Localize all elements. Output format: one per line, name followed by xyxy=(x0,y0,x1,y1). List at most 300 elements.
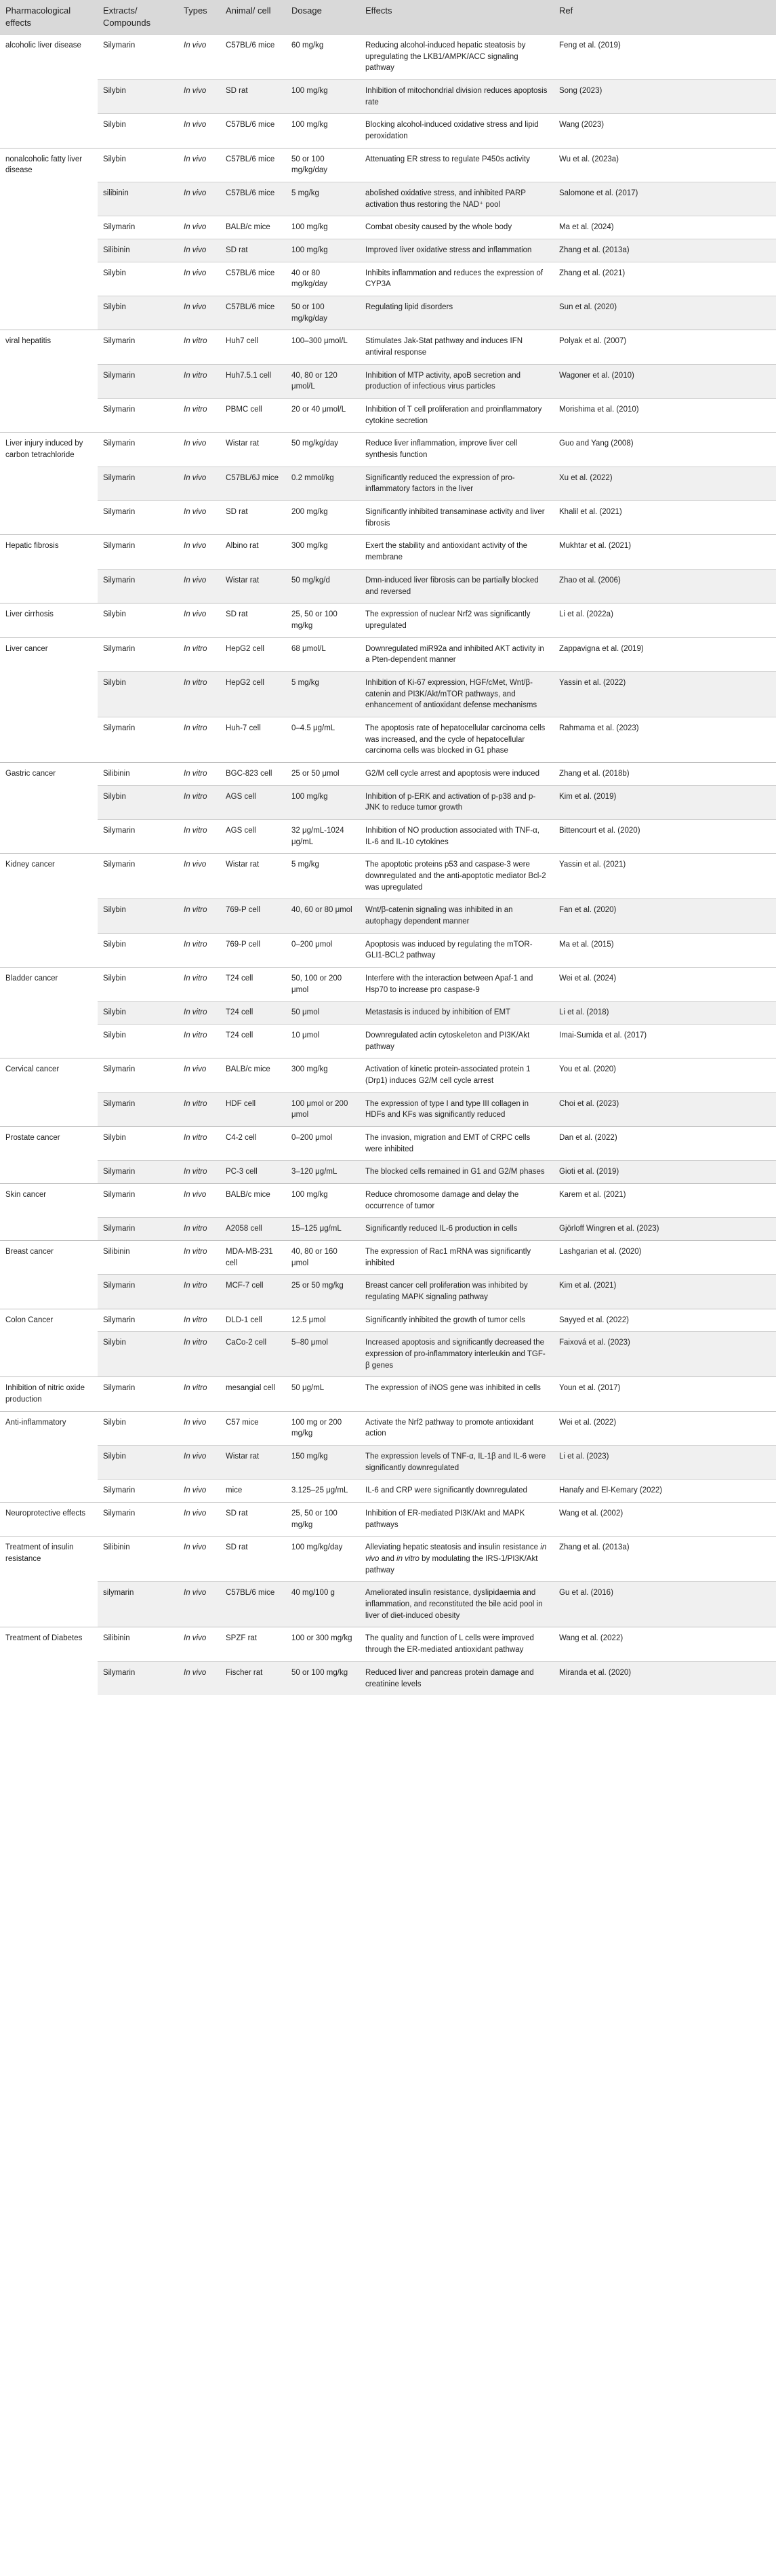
dosage-cell: 40 or 80 mg/kg/day xyxy=(286,262,360,296)
header-animal-cell: Animal/ cell xyxy=(220,0,286,35)
ref-cell: Wagoner et al. (2010) xyxy=(554,364,776,398)
type-cell: In vivo xyxy=(178,433,220,467)
table-row xyxy=(0,1582,776,1627)
italic-phrase: in vivo xyxy=(365,1543,547,1564)
table-row xyxy=(0,637,776,671)
dosage-cell: 5–80 μmol xyxy=(286,1332,360,1377)
ref-cell: Song (2023) xyxy=(554,80,776,114)
type-cell: In vivo xyxy=(178,1582,220,1627)
table-row xyxy=(0,262,776,296)
compound-cell: Silymarin xyxy=(98,1058,178,1092)
ref-cell: Fan et al. (2020) xyxy=(554,899,776,933)
dosage-cell: 15–125 μg/mL xyxy=(286,1218,360,1241)
effects-text-cell: Apoptosis was induced by regulating the mTOR-GLI1-BCL2 pathway xyxy=(360,933,554,967)
type-cell: In vivo xyxy=(178,182,220,216)
dosage-cell: 25, 50 or 100 mg/kg xyxy=(286,603,360,637)
ref-cell: Rahmama et al. (2023) xyxy=(554,717,776,762)
compound-cell: Silybin xyxy=(98,967,178,1001)
type-cell: In vitro xyxy=(178,330,220,364)
compound-cell: Silybin xyxy=(98,899,178,933)
type-cell: In vitro xyxy=(178,717,220,762)
effects-text-cell: Increased apoptosis and significantly decreased the expression of pro-inflammatory interleukin and TGF-β genes xyxy=(360,1332,554,1377)
table-row xyxy=(0,1411,776,1445)
effects-text-cell: abolished oxidative stress, and inhibited PARP activation thus restoring the NAD⁺ pool xyxy=(360,182,554,216)
ref-cell: Yassin et al. (2021) xyxy=(554,854,776,899)
compound-cell: Silybin xyxy=(98,785,178,819)
dosage-cell: 68 μmol/L xyxy=(286,637,360,671)
compound-cell: Silybin xyxy=(98,80,178,114)
dosage-cell: 5 mg/kg xyxy=(286,671,360,717)
model-cell: BGC-823 cell xyxy=(220,762,286,785)
model-cell: 769-P cell xyxy=(220,933,286,967)
compound-cell: Silymarin xyxy=(98,467,178,500)
ref-cell: Dan et al. (2022) xyxy=(554,1127,776,1161)
ref-cell: Wang et al. (2002) xyxy=(554,1503,776,1537)
type-cell: In vivo xyxy=(178,148,220,182)
model-cell: PC-3 cell xyxy=(220,1161,286,1184)
compound-cell: Silymarin xyxy=(98,330,178,364)
effects-text-cell: Improved liver oxidative stress and inflammation xyxy=(360,239,554,262)
model-cell: SD rat xyxy=(220,1537,286,1582)
type-cell: In vitro xyxy=(178,1092,220,1126)
table-row xyxy=(0,296,776,330)
type-cell: In vitro xyxy=(178,967,220,1001)
table-row xyxy=(0,467,776,500)
compound-cell: Silymarin xyxy=(98,637,178,671)
compound-cell: Silymarin xyxy=(98,501,178,535)
type-cell: In vivo xyxy=(178,1480,220,1503)
table-row xyxy=(0,899,776,933)
type-cell: In vitro xyxy=(178,637,220,671)
ref-cell: Hanafy and El-Kemary (2022) xyxy=(554,1480,776,1503)
ref-cell: Wei et al. (2022) xyxy=(554,1411,776,1445)
dosage-cell: 40 mg/100 g xyxy=(286,1582,360,1627)
dosage-cell: 100 mg/kg xyxy=(286,114,360,148)
model-cell: T24 cell xyxy=(220,1002,286,1025)
ref-cell: Sun et al. (2020) xyxy=(554,296,776,330)
table-row xyxy=(0,603,776,637)
compound-cell: Silybin xyxy=(98,1127,178,1161)
dosage-cell: 100 or 300 mg/kg xyxy=(286,1627,360,1661)
model-cell: C57BL/6J mice xyxy=(220,467,286,500)
model-cell: Wistar rat xyxy=(220,1446,286,1480)
pharmacological-effect-cell: Hepatic fibrosis xyxy=(0,535,98,603)
type-cell: In vivo xyxy=(178,80,220,114)
ref-cell: Gu et al. (2016) xyxy=(554,1582,776,1627)
type-cell: In vitro xyxy=(178,1002,220,1025)
dosage-cell: 0–200 μmol xyxy=(286,1127,360,1161)
table-row xyxy=(0,967,776,1001)
compound-cell: Silybin xyxy=(98,1002,178,1025)
dosage-cell: 100 mg or 200 mg/kg xyxy=(286,1411,360,1445)
type-cell: In vitro xyxy=(178,1161,220,1184)
effects-text-cell: The apoptotic proteins p53 and caspase-3 were downregulated and the anti-apoptotic mediator Bcl-2 was upregulated xyxy=(360,854,554,899)
type-cell: In vitro xyxy=(178,1241,220,1275)
table-row xyxy=(0,1092,776,1126)
dosage-cell: 50 μmol xyxy=(286,1002,360,1025)
effects-text-cell: Significantly inhibited the growth of tumor cells xyxy=(360,1309,554,1332)
type-cell: In vitro xyxy=(178,671,220,717)
dosage-cell: 200 mg/kg xyxy=(286,501,360,535)
model-cell: SD rat xyxy=(220,603,286,637)
effects-text-cell: Significantly reduced IL-6 production in cells xyxy=(360,1218,554,1241)
type-cell: In vivo xyxy=(178,35,220,80)
model-cell: C57BL/6 mice xyxy=(220,35,286,80)
type-cell: In vitro xyxy=(178,1309,220,1332)
effects-text-cell: The blocked cells remained in G1 and G2/M phases xyxy=(360,1161,554,1184)
table-row xyxy=(0,1503,776,1537)
model-cell: T24 cell xyxy=(220,967,286,1001)
header-row xyxy=(0,0,776,35)
effects-text-cell: The expression of Rac1 mRNA was significantly inhibited xyxy=(360,1241,554,1275)
compound-cell: Silymarin xyxy=(98,216,178,239)
dosage-cell: 40, 80 or 120 μmol/L xyxy=(286,364,360,398)
ref-cell: Xu et al. (2022) xyxy=(554,467,776,500)
pharmacological-effect-cell: viral hepatitis xyxy=(0,330,98,433)
type-cell: In vivo xyxy=(178,1411,220,1445)
table-row xyxy=(0,1537,776,1582)
table-row xyxy=(0,1002,776,1025)
type-cell: In vivo xyxy=(178,467,220,500)
type-cell: In vivo xyxy=(178,1627,220,1661)
ref-cell: Zhang et al. (2018b) xyxy=(554,762,776,785)
header-types: Types xyxy=(178,0,220,35)
type-cell: In vivo xyxy=(178,1058,220,1092)
table-row xyxy=(0,1627,776,1661)
model-cell: HDF cell xyxy=(220,1092,286,1126)
type-cell: In vitro xyxy=(178,1377,220,1411)
table-row xyxy=(0,1377,776,1411)
compound-cell: Silymarin xyxy=(98,1275,178,1309)
type-cell: In vivo xyxy=(178,262,220,296)
type-cell: In vitro xyxy=(178,1127,220,1161)
dosage-cell: 100 mg/kg xyxy=(286,216,360,239)
type-cell: In vitro xyxy=(178,1024,220,1058)
effects-text-cell: Blocking alcohol-induced oxidative stress and lipid peroxidation xyxy=(360,114,554,148)
dosage-cell: 0–200 μmol xyxy=(286,933,360,967)
compound-cell: Silymarin xyxy=(98,1161,178,1184)
effects-text-cell: Interfere with the interaction between Apaf-1 and Hsp70 to increase pro caspase-9 xyxy=(360,967,554,1001)
type-cell: In vivo xyxy=(178,239,220,262)
compound-cell: Silymarin xyxy=(98,819,178,853)
type-cell: In vitro xyxy=(178,899,220,933)
type-cell: In vivo xyxy=(178,1537,220,1582)
ref-cell: Faixová et al. (2023) xyxy=(554,1332,776,1377)
table-row xyxy=(0,330,776,364)
ref-cell: Youn et al. (2017) xyxy=(554,1377,776,1411)
ref-cell: Li et al. (2018) xyxy=(554,1002,776,1025)
ref-cell: Yassin et al. (2022) xyxy=(554,671,776,717)
ref-cell: Wang (2023) xyxy=(554,114,776,148)
italic-phrase: in vitro xyxy=(396,1555,420,1564)
pharmacological-effect-cell: Bladder cancer xyxy=(0,967,98,1058)
model-cell: Wistar rat xyxy=(220,854,286,899)
dosage-cell: 5 mg/kg xyxy=(286,182,360,216)
pharmacological-effect-cell: Inhibition of nitric oxide production xyxy=(0,1377,98,1411)
type-cell: In vivo xyxy=(178,114,220,148)
effects-text-cell: The invasion, migration and EMT of CRPC cells were inhibited xyxy=(360,1127,554,1161)
effects-text-cell: Breast cancer cell proliferation was inhibited by regulating MAPK signaling pathway xyxy=(360,1275,554,1309)
model-cell: BALB/c mice xyxy=(220,216,286,239)
compound-cell: Silymarin xyxy=(98,1480,178,1503)
effects-text-cell: Dmn-induced liver fibrosis can be partially blocked and reversed xyxy=(360,569,554,603)
compound-cell: Silybin xyxy=(98,603,178,637)
model-cell: Wistar rat xyxy=(220,569,286,603)
effects-text-cell: Inhibition of p-ERK and activation of p-p38 and p-JNK to reduce tumor growth xyxy=(360,785,554,819)
dosage-cell: 50 μg/mL xyxy=(286,1377,360,1411)
model-cell: A2058 cell xyxy=(220,1218,286,1241)
ref-cell: Wei et al. (2024) xyxy=(554,967,776,1001)
model-cell: Huh7.5.1 cell xyxy=(220,364,286,398)
pharmacological-effect-cell: Kidney cancer xyxy=(0,854,98,968)
compound-cell: Silybin xyxy=(98,262,178,296)
model-cell: C57BL/6 mice xyxy=(220,296,286,330)
ref-cell: Gioti et al. (2019) xyxy=(554,1161,776,1184)
dosage-cell: 50 mg/kg/day xyxy=(286,433,360,467)
model-cell: C4-2 cell xyxy=(220,1127,286,1161)
effects-text-cell: G2/M cell cycle arrest and apoptosis were induced xyxy=(360,762,554,785)
compound-cell: Silymarin xyxy=(98,854,178,899)
compound-cell: Silibinin xyxy=(98,239,178,262)
table-row xyxy=(0,239,776,262)
pharmacological-effect-cell: nonalcoholic fatty liver disease xyxy=(0,148,98,330)
dosage-cell: 0.2 mmol/kg xyxy=(286,467,360,500)
table-row xyxy=(0,785,776,819)
compound-cell: Silymarin xyxy=(98,433,178,467)
effects-text-cell: Reduce liver inflammation, improve liver cell synthesis function xyxy=(360,433,554,467)
table-row xyxy=(0,1218,776,1241)
type-cell: In vivo xyxy=(178,569,220,603)
compound-cell: Silymarin xyxy=(98,1503,178,1537)
dosage-cell: 25 or 50 mg/kg xyxy=(286,1275,360,1309)
effects-text-cell: IL-6 and CRP were significantly downregulated xyxy=(360,1480,554,1503)
header-dosage: Dosage xyxy=(286,0,360,35)
table-row xyxy=(0,1309,776,1332)
pharmacological-effect-cell: Breast cancer xyxy=(0,1241,98,1309)
compound-cell: Silibinin xyxy=(98,1537,178,1582)
type-cell: In vivo xyxy=(178,1503,220,1537)
type-cell: In vivo xyxy=(178,216,220,239)
table-row xyxy=(0,433,776,467)
effects-text-cell: Inhibition of NO production associated with TNF-α, IL-6 and IL-10 cytokines xyxy=(360,819,554,853)
table-row xyxy=(0,819,776,853)
table-row xyxy=(0,35,776,80)
table-row xyxy=(0,1127,776,1161)
effects-text-cell: Regulating lipid disorders xyxy=(360,296,554,330)
model-cell: mice xyxy=(220,1480,286,1503)
dosage-cell: 100 mg/kg xyxy=(286,785,360,819)
ref-cell: Li et al. (2022a) xyxy=(554,603,776,637)
type-cell: In vivo xyxy=(178,1661,220,1695)
table-row xyxy=(0,1241,776,1275)
ref-cell: Guo and Yang (2008) xyxy=(554,433,776,467)
type-cell: In vivo xyxy=(178,1184,220,1218)
pharmacological-effect-cell: Prostate cancer xyxy=(0,1127,98,1184)
compound-cell: Silymarin xyxy=(98,1184,178,1218)
table-row xyxy=(0,717,776,762)
effects-text-cell: Alleviating hepatic steatosis and insulin resistance in vivo and in vitro by modulating the IRS-1/PI3K/Akt pathway xyxy=(360,1537,554,1582)
table-row xyxy=(0,933,776,967)
dosage-cell: 10 μmol xyxy=(286,1024,360,1058)
model-cell: C57BL/6 mice xyxy=(220,262,286,296)
type-cell: In vitro xyxy=(178,1218,220,1241)
ref-cell: Imai-Sumida et al. (2017) xyxy=(554,1024,776,1058)
compound-cell: silymarin xyxy=(98,1582,178,1627)
effects-text-cell: Combat obesity caused by the whole body xyxy=(360,216,554,239)
dosage-cell: 300 mg/kg xyxy=(286,535,360,569)
effects-text-cell: The expression of nuclear Nrf2 was significantly upregulated xyxy=(360,603,554,637)
dosage-cell: 50 or 100 mg/kg/day xyxy=(286,148,360,182)
ref-cell: Feng et al. (2019) xyxy=(554,35,776,80)
effects-text-cell: Reduced liver and pancreas protein damage and creatinine levels xyxy=(360,1661,554,1695)
dosage-cell: 3–120 μg/mL xyxy=(286,1161,360,1184)
model-cell: Albino rat xyxy=(220,535,286,569)
compound-cell: Silybin xyxy=(98,296,178,330)
ref-cell: Zappavigna et al. (2019) xyxy=(554,637,776,671)
dosage-cell: 40, 80 or 160 μmol xyxy=(286,1241,360,1275)
effects-text-cell: Metastasis is induced by inhibition of EMT xyxy=(360,1002,554,1025)
type-cell: In vitro xyxy=(178,819,220,853)
ref-cell: Choi et al. (2023) xyxy=(554,1092,776,1126)
model-cell: mesangial cell xyxy=(220,1377,286,1411)
type-cell: In vivo xyxy=(178,296,220,330)
dosage-cell: 50 mg/kg/d xyxy=(286,569,360,603)
pharmacological-effect-cell: Cervical cancer xyxy=(0,1058,98,1127)
ref-cell: Zhang et al. (2013a) xyxy=(554,239,776,262)
ref-cell: Salomone et al. (2017) xyxy=(554,182,776,216)
header-ref: Ref xyxy=(554,0,776,35)
model-cell: AGS cell xyxy=(220,819,286,853)
effects-text-cell: Inhibition of Ki-67 expression, HGF/cMet, Wnt/β-catenin and PI3K/Akt/mTOR pathways, and enhancement of antioxidant defense mechanisms xyxy=(360,671,554,717)
header-effects: Effects xyxy=(360,0,554,35)
ref-cell: Khalil et al. (2021) xyxy=(554,501,776,535)
compound-cell: Silymarin xyxy=(98,1377,178,1411)
table-row xyxy=(0,762,776,785)
type-cell: In vivo xyxy=(178,1446,220,1480)
ref-cell: Gjörloff Wingren et al. (2023) xyxy=(554,1218,776,1241)
effects-text-cell: Inhibits inflammation and reduces the expression of CYP3A xyxy=(360,262,554,296)
effects-text-cell: Ameliorated insulin resistance, dyslipidaemia and inflammation, and reconstituted the bile acid pool in liver of diet-induced obesity xyxy=(360,1582,554,1627)
table-row xyxy=(0,671,776,717)
dosage-cell: 50 or 100 mg/kg xyxy=(286,1661,360,1695)
table-row xyxy=(0,182,776,216)
model-cell: HepG2 cell xyxy=(220,637,286,671)
dosage-cell: 12.5 μmol xyxy=(286,1309,360,1332)
model-cell: BALB/c mice xyxy=(220,1058,286,1092)
ref-cell: Ma et al. (2015) xyxy=(554,933,776,967)
pharmacological-effect-cell: Colon Cancer xyxy=(0,1309,98,1377)
type-cell: In vitro xyxy=(178,1275,220,1309)
model-cell: SD rat xyxy=(220,1503,286,1537)
dosage-cell: 5 mg/kg xyxy=(286,854,360,899)
compound-cell: Silymarin xyxy=(98,569,178,603)
compound-cell: Silybin xyxy=(98,1411,178,1445)
dosage-cell: 100–300 μmol/L xyxy=(286,330,360,364)
model-cell: C57BL/6 mice xyxy=(220,1582,286,1627)
compound-cell: Silymarin xyxy=(98,535,178,569)
effects-text-cell: Inhibition of mitochondrial division reduces apoptosis rate xyxy=(360,80,554,114)
effects-text-cell: The expression of iNOS gene was inhibited in cells xyxy=(360,1377,554,1411)
effects-text-cell: Reduce chromosome damage and delay the occurrence of tumor xyxy=(360,1184,554,1218)
table-row xyxy=(0,1661,776,1695)
ref-cell: Kim et al. (2021) xyxy=(554,1275,776,1309)
model-cell: Fischer rat xyxy=(220,1661,286,1695)
dosage-cell: 100 μmol or 200 μmol xyxy=(286,1092,360,1126)
table-row xyxy=(0,1184,776,1218)
effects-text-cell: Inhibition of ER-mediated PI3K/Akt and MAPK pathways xyxy=(360,1503,554,1537)
effects-text-cell: The quality and function of L cells were improved through the ER-mediated antioxidant pathway xyxy=(360,1627,554,1661)
ref-cell: Sayyed et al. (2022) xyxy=(554,1309,776,1332)
compound-cell: Silybin xyxy=(98,1446,178,1480)
ref-cell: Ma et al. (2024) xyxy=(554,216,776,239)
pharmacological-effect-cell: Skin cancer xyxy=(0,1184,98,1241)
ref-cell: You et al. (2020) xyxy=(554,1058,776,1092)
effects-text-cell: Attenuating ER stress to regulate P450s activity xyxy=(360,148,554,182)
ref-cell: Polyak et al. (2007) xyxy=(554,330,776,364)
effects-text-cell: The expression levels of TNF-α, IL-1β and IL-6 were significantly downregulated xyxy=(360,1446,554,1480)
table-row xyxy=(0,148,776,182)
model-cell: SD rat xyxy=(220,80,286,114)
ref-cell: Zhang et al. (2021) xyxy=(554,262,776,296)
pharmacological-effect-cell: Neuroprotective effects xyxy=(0,1503,98,1537)
effects-text-cell: Activation of kinetic protein-associated protein 1 (Drp1) induces G2/M cell cycle arrest xyxy=(360,1058,554,1092)
type-cell: In vivo xyxy=(178,854,220,899)
table-header xyxy=(0,0,776,35)
type-cell: In vitro xyxy=(178,1332,220,1377)
compound-cell: Silybin xyxy=(98,114,178,148)
effects-text-cell: The expression of type I and type III collagen in HDFs and KFs was significantly reduced xyxy=(360,1092,554,1126)
pharmacological-effect-cell: Liver cancer xyxy=(0,637,98,762)
table-row xyxy=(0,1058,776,1092)
dosage-cell: 20 or 40 μmol/L xyxy=(286,399,360,433)
model-cell: DLD-1 cell xyxy=(220,1309,286,1332)
ref-cell: Karem et al. (2021) xyxy=(554,1184,776,1218)
effects-text-cell: The apoptosis rate of hepatocellular carcinoma cells was increased, and the cycle of hepatocellular carcinoma cells was blocked in G1 phase xyxy=(360,717,554,762)
model-cell: PBMC cell xyxy=(220,399,286,433)
effects-text-cell: Activate the Nrf2 pathway to promote antioxidant action xyxy=(360,1411,554,1445)
type-cell: In vivo xyxy=(178,501,220,535)
table-row xyxy=(0,80,776,114)
model-cell: Huh-7 cell xyxy=(220,717,286,762)
type-cell: In vivo xyxy=(178,535,220,569)
model-cell: HepG2 cell xyxy=(220,671,286,717)
pharmacological-effect-cell: Liver injury induced by carbon tetrachloride xyxy=(0,433,98,535)
compound-cell: Silymarin xyxy=(98,35,178,80)
ref-cell: Kim et al. (2019) xyxy=(554,785,776,819)
type-cell: In vivo xyxy=(178,603,220,637)
ref-cell: Wang et al. (2022) xyxy=(554,1627,776,1661)
ref-cell: Morishima et al. (2010) xyxy=(554,399,776,433)
ref-cell: Bittencourt et al. (2020) xyxy=(554,819,776,853)
effects-text-cell: Significantly reduced the expression of pro-inflammatory factors in the liver xyxy=(360,467,554,500)
effects-text-cell: Stimulates Jak-Stat pathway and induces IFN antiviral response xyxy=(360,330,554,364)
dosage-cell: 32 μg/mL-1024 μg/mL xyxy=(286,819,360,853)
model-cell: SD rat xyxy=(220,239,286,262)
compound-cell: Silibinin xyxy=(98,762,178,785)
dosage-cell: 100 mg/kg xyxy=(286,80,360,114)
pharmacological-effect-cell: Liver cirrhosis xyxy=(0,603,98,637)
effects-text-cell: Reducing alcohol-induced hepatic steatosis by upregulating the LKB1/AMPK/ACC signaling pathway xyxy=(360,35,554,80)
table-row xyxy=(0,1024,776,1058)
table-row xyxy=(0,399,776,433)
header-compounds: Extracts/ Compounds xyxy=(98,0,178,35)
header-pharmacological-effects: Pharmacological effects xyxy=(0,0,98,35)
model-cell: AGS cell xyxy=(220,785,286,819)
compound-cell: Silymarin xyxy=(98,1661,178,1695)
dosage-cell: 60 mg/kg xyxy=(286,35,360,80)
table-row xyxy=(0,854,776,899)
compound-cell: Silybin xyxy=(98,1332,178,1377)
